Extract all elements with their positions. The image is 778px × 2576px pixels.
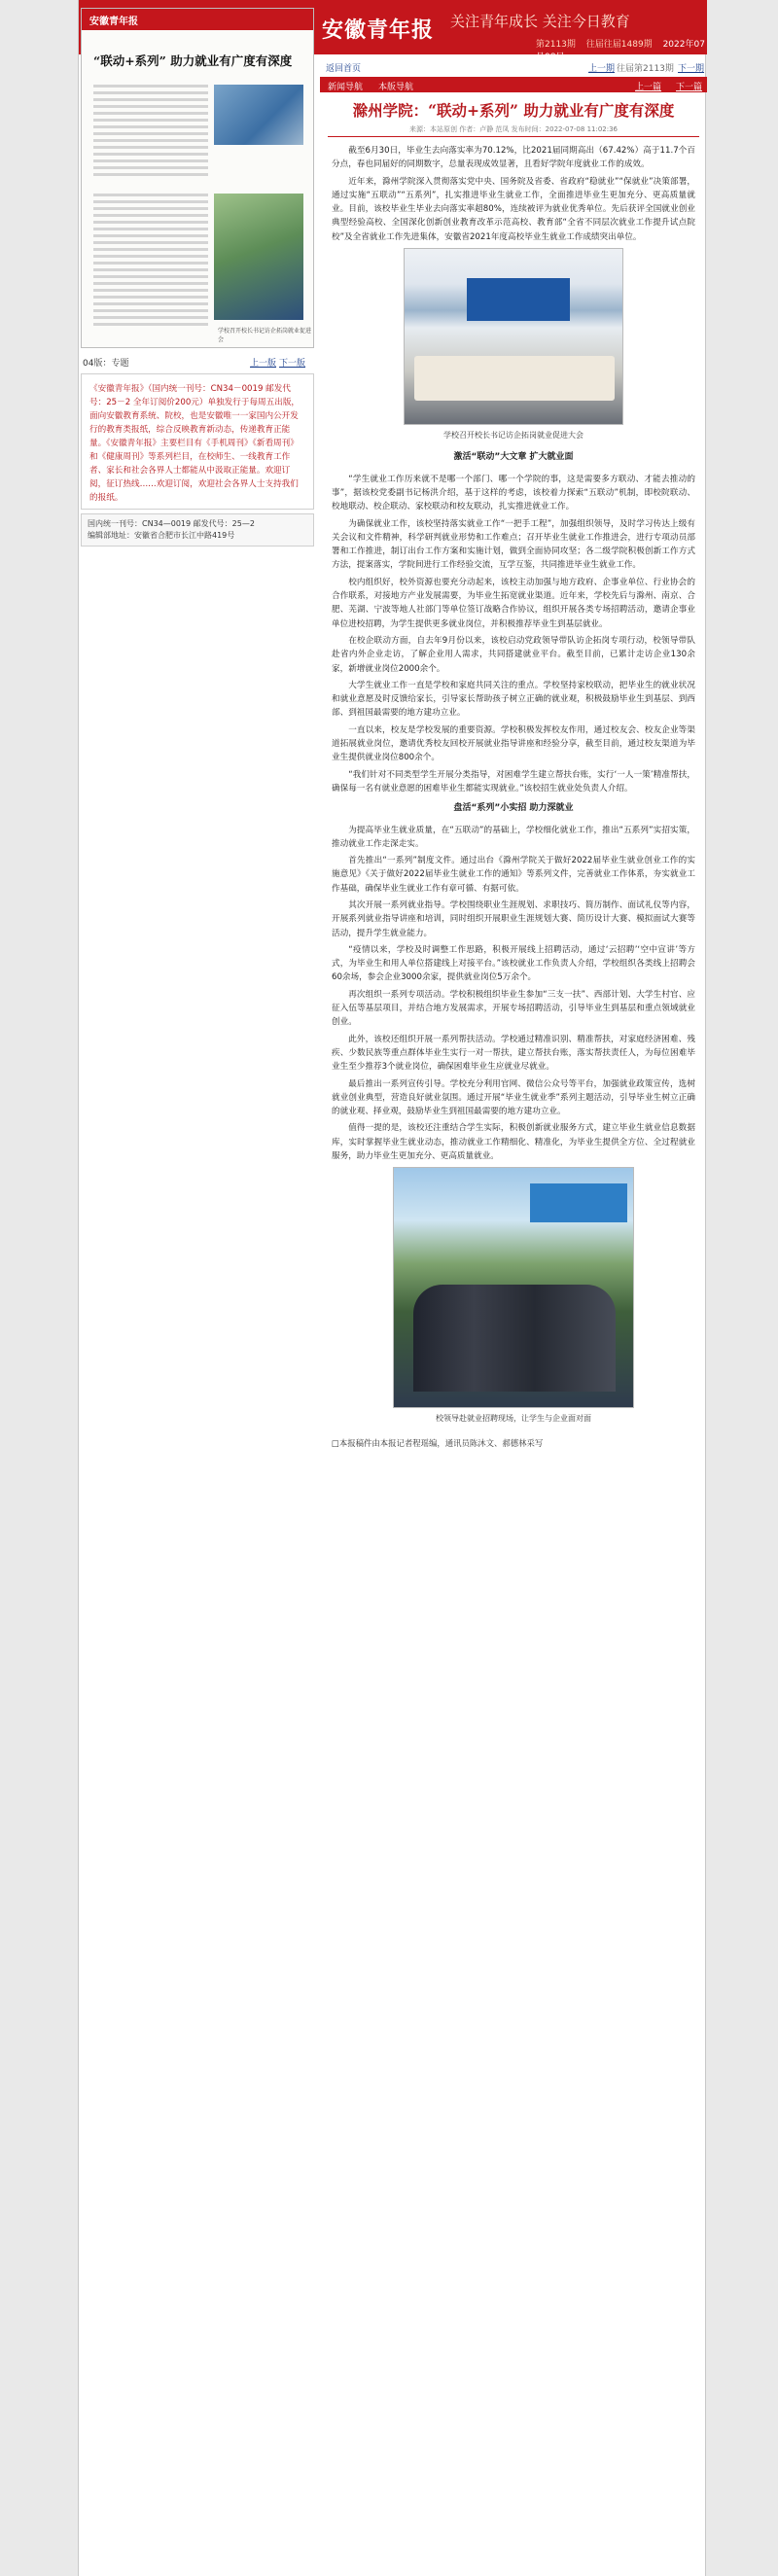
issue-navigation bbox=[320, 59, 707, 73]
page-label: 04版：专题 bbox=[83, 359, 129, 369]
article-photo-meeting[interactable] bbox=[404, 248, 623, 425]
section-heading: 激活“联动”大文章 扩大就业面 bbox=[453, 452, 574, 463]
article-paragraph: 首先推出“一系列”制度文件。通过出台《滁州学院关于做好2022届毕业生就业创业工作的实施意见》《关于做好2022届毕业生就业工作的通知》等系列文件，完善就业工作体系，夯实就业工作基础，确保毕业生就业工作有章可循、有据可依。 bbox=[332, 856, 695, 894]
article-paragraph: 一直以来，校友是学校发展的重要资源。学校积极发挥校友作用，通过校友会、校友企业等渠道拓展就业岗位，邀请优秀校友回校开展就业指导讲座和经验分享，截至目前，通过校友渠道为毕业生提供就业岗位800余个。 bbox=[332, 724, 695, 763]
editorial-address: 编辑部地址：安徽省合肥市长江中路419号 bbox=[88, 531, 235, 540]
article-byline: 来源：本站原创 作者：卢静 范凤 发布时间：2022-07-08 11:02:36 bbox=[408, 125, 619, 133]
page-thumbnail[interactable] bbox=[81, 8, 314, 348]
article-body bbox=[332, 144, 695, 1453]
newspaper-logo[interactable]: 安徽青年报 bbox=[322, 18, 435, 43]
prev-issue-link[interactable]: 上一期 bbox=[588, 64, 616, 74]
headline-divider bbox=[328, 136, 699, 137]
issue-identifier: 往届第2113期 bbox=[617, 64, 674, 74]
photo-banner-element bbox=[530, 1183, 627, 1222]
thumbnail-photo-1[interactable] bbox=[214, 85, 303, 145]
publication-number: 国内统一刊号：CN34—0019 邮发代号：25—2 bbox=[88, 519, 255, 528]
page-frame bbox=[78, 0, 706, 2576]
home-link[interactable]: 返回首页 bbox=[326, 64, 362, 74]
thumbnail-text-block[interactable] bbox=[93, 85, 208, 180]
prev-article-link[interactable]: 上一篇 bbox=[635, 83, 662, 92]
next-issue-link[interactable]: 下一期 bbox=[678, 64, 705, 74]
article-paragraph: 截至6月30日，毕业生去向落实率为70.12%，比2021届同期高出（67.42%）高于11.7个百分点，春也同届好的同期数字，总量表现成效显著，且看好学院年度就业工作的成效。 bbox=[332, 146, 695, 170]
article-paragraph: 为提高毕业生就业质量，在“五联动”的基础上，学校细化就业工作，推出“五系列”实招实策，推动就业工作走深走实。 bbox=[332, 825, 695, 849]
article-tab-bar bbox=[320, 77, 707, 92]
article-paragraph: 校内组织好，校外资源也要充分动起来，该校主动加强与地方政府、企事业单位、行业协会的合作联系，对接地方产业发展需要，为毕业生拓宽就业渠道。近年来，学校先后与滁州、南京、合肥、芜湖、宁波等地人社部门等单位签订战略合作协议，组织开展各类专场招聘活动，邀请企事业单位进校招聘，为学生提供更多就业岗位，并积极推荐毕业生到基层就业。 bbox=[332, 577, 695, 629]
prev-page-link[interactable]: 上一版 bbox=[250, 359, 277, 369]
tab-page-nav[interactable]: 本版导航 bbox=[378, 83, 414, 92]
section-heading: 盘活“系列”小实招 助力深就业 bbox=[453, 803, 574, 814]
photo-table-element bbox=[414, 356, 615, 401]
thumbnail-logo: 安徽青年报 bbox=[89, 17, 138, 27]
article-paragraph: “我们针对不同类型学生开展分类指导，对困难学生建立帮扶台账，实行‘一人一策’精准帮扶，确保每一名有就业意愿的困难毕业生都能实现就业。”该校招生就业处负责人介绍。 bbox=[332, 769, 695, 794]
article-headline: 滁州学院：“联动+系列” 助力就业有广度有深度 bbox=[352, 101, 675, 120]
photo-caption: 学校召开校长书记访企拓岗就业促进大会 bbox=[443, 431, 584, 441]
newspaper-intro: 《安徽青年报》（国内统一刊号：CN34－0019 邮发代号：25－2 全年订阅价200元）单独发行于每周五出版，面向安徽教育系统、院校，也是安徽唯一一家国内公开发行的教育类报纸，综合反映教育新动态，传递教育正能量。《安徽青年报》主要栏目有《手机周刊》《新看周刊》和《健康周刊》等系列栏目，在校师生、一线教育工作者、家长和社会各界人士都能从中汲取正能量。欢迎订阅，征订热线……欢迎订阅，欢迎社会各界人士支持我们的报纸。 bbox=[81, 373, 314, 510]
article-paragraph: “疫情以来，学校及时调整工作思路，积极开展线上招聘活动，通过‘云招聘’‘空中宣讲’等方式，为毕业生和用人单位搭建线上对接平台。”该校就业工作负责人介绍，学校组织各类线上招聘会60余场，参会企业3000余家，提供就业岗位5万余个。 bbox=[332, 944, 695, 983]
masthead-slogan: 关注青年成长 关注今日教育 bbox=[450, 13, 630, 30]
article-paragraph: 大学生就业工作一直是学校和家庭共同关注的重点。学校坚持家校联动，把毕业生的就业状况和就业意愿及时反馈给家长，引导家长帮助孩子树立正确的就业观，积极鼓励毕业生到基层、到西部、到祖国最需要的地方建功立业。 bbox=[332, 680, 695, 719]
article-paragraph: 为确保就业工作，该校坚持落实就业工作“一把手工程”，加强组织领导，及时学习传达上级有关会议和文件精神，科学研判就业形势和工作难点；召开毕业生就业工作推进会，进行专项动员部署和工作推进，制订出台工作方案和实施计划，做到全面协同攻坚；各二级学院积极创新工作方式方法，提案落实，学院间进行工作经验交流，互学互鉴，共同推进毕业生就业工作。 bbox=[332, 518, 695, 571]
thumbnail-caption: 学校召开校长书记访企拓岗就业促进会 bbox=[218, 328, 312, 343]
article-paragraph: 其次开展一系列就业指导。学校围绕职业生涯规划、求职技巧、简历制作、面试礼仪等内容，开展系列就业指导讲座和培训，同时组织开展职业生涯规划大赛、简历设计大赛、模拟面试大赛等活动，提升学生就业能力。 bbox=[332, 900, 695, 938]
photo-people-element bbox=[413, 1285, 616, 1392]
thumbnail-text-block-2[interactable] bbox=[93, 194, 208, 330]
publication-info bbox=[81, 513, 314, 547]
thumbnail-header bbox=[82, 9, 313, 30]
issue-number: 第2113期 bbox=[536, 40, 576, 50]
article-endnote: □本报稿件由本报记者程瑶编，通讯员陈沐文、郝德林采写 bbox=[332, 1437, 544, 1448]
article-paragraph: 最后推出一系列宣传引导。学校充分利用官网、微信公众号等平台，加强就业政策宣传，选树就业创业典型，营造良好就业氛围。通过开展“毕业生就业季”系列主题活动，引导毕业生树立正确的就业观、择业观，鼓励毕业生到祖国最需要的地方建功立业。 bbox=[332, 1078, 695, 1117]
article-paragraph: 值得一提的是，该校还注重结合学生实际，积极创新就业服务方式，建立毕业生就业信息数据库，实时掌握毕业生就业动态，推动就业工作精细化、精准化，为毕业生提供全方位、全过程就业服务，助力毕业生更加充分、更高质量就业。 bbox=[332, 1123, 695, 1162]
article-paragraph: “学生就业工作历来就不是哪一个部门、哪一个学院的事，这是需要多方联动、才能去推动的事”，据该校党委副书记杨洪介绍，基于这样的考虑，该校着力探索“五联动”机制，即校院联动、校地联动、校企联动、家校联动和校友联动，扎实推进就业工作。 bbox=[332, 474, 695, 512]
issue-edition: 往届往届1489期 bbox=[585, 40, 653, 50]
photo-screen-element bbox=[467, 278, 570, 321]
tab-news-nav[interactable]: 新闻导航 bbox=[328, 83, 364, 92]
photo-caption: 校领导赴就业招聘现场，让学生与企业面对面 bbox=[436, 1414, 591, 1424]
issue-date: 2022年07月08日 bbox=[536, 40, 705, 62]
article-paragraph: 此外，该校还组织开展一系列帮扶活动。学校通过精准识别、精准帮扶，对家庭经济困难、残疾、少数民族等重点群体毕业生实行一对一帮扶，建立帮扶台账，落实帮扶责任人，为每位困难毕业生至少推荐3个就业岗位，确保困难毕业生应就业尽就业。 bbox=[332, 1034, 695, 1073]
thumbnail-headline[interactable]: “联动+系列” 助力就业有广度有深度 bbox=[93, 53, 293, 68]
article-paragraph: 再次组织一系列专项活动。学校积极组织毕业生参加“三支一扶”、西部计划、大学生村官、应征入伍等基层项目，并结合地方发展需求，开展专场招聘活动，引导毕业生到基层和重点领域就业创业。 bbox=[332, 989, 695, 1028]
article-paragraph: 近年来，滁州学院深入贯彻落实党中央、国务院及省委、省政府“稳就业”“保就业”决策部署，通过实施“五联动”“五系列”，扎实推进毕业生就业工作，全面推进毕业生更加充分、更高质量就业。目前，该校毕业生毕业去向落实率超80%，连续被评为就业优秀单位。先后获评全国就业创业典型经验高校、全国深化创新创业教育改革示范高校、教育部“全省不同层次就业工作提升试点院校”及全省就业工作先进集体，安徽省2021年度高校毕业生就业工作成绩突出单位。 bbox=[332, 176, 695, 242]
next-article-link[interactable]: 下一篇 bbox=[676, 83, 703, 92]
article-paragraph: 在校企联动方面，自去年9月份以来，该校启动党政领导带队访企拓岗专项行动，校领导带队赴省内外企业走访，了解企业用人需求，共同搭建就业平台。截至目前，已累计走访企业130余家，新增就业岗位2000余个。 bbox=[332, 635, 695, 674]
article-photo-job-fair[interactable] bbox=[393, 1167, 634, 1408]
page-navigation bbox=[79, 352, 318, 370]
next-page-link[interactable]: 下一版 bbox=[279, 359, 306, 369]
thumbnail-photo-2[interactable] bbox=[214, 194, 303, 320]
